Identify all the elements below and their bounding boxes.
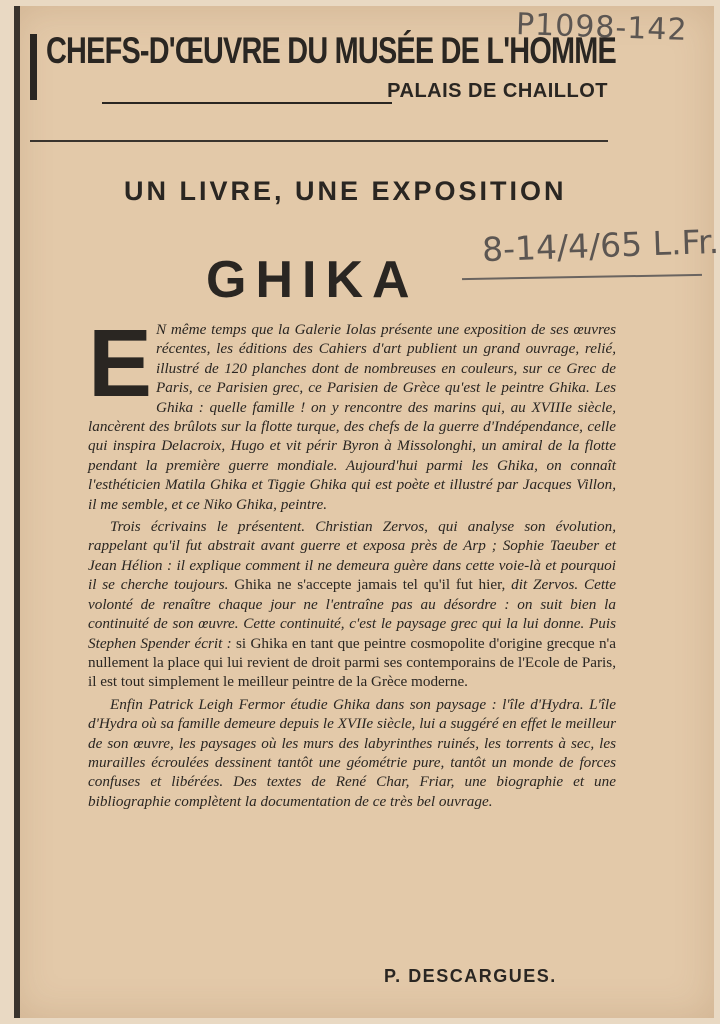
paragraph-2-text-c: dit Zervos. Cette volonté de renaître chaque jour ne l'entraîne pas au désordre : on suit bien la continuité de son œuvre. Cette continuité, c'est le paysage grec qui la lui donne. Puis Stephen Spender écrit : (88, 576, 617, 652)
handwritten-date-note: 8-14/4/65 L.Fr. (481, 221, 720, 270)
section-rule (30, 140, 608, 142)
paragraph-1-text: N même temps que la Galerie Iolas présente une exposition de ses œuvres récentes, les éditions des Cahiers d'art publient un grand ouvrage, relié, illustré de 120 planches dont de nombreuses en couleurs, sur ce Grec de Paris, ce Parisien grec, ce Parisien de Grèce qu'est le peintre Ghika. Les Ghika : quelle famille ! on y rencontre des marins qui, au XVIIIe siècle, lancèrent des brûlots sur la flotte turque, des chefs de la guerre d'Indépendance, celle qui inspira Delacroix, Hugo et vit périr Byron à Missolonghi, un amiral de la flotte pendant la première guerre mondiale. Aujourd'hui parmi les Ghika, on connaît l'esthéticien Matila Ghika et Tiggie Ghika qui est poète et illustré par Jacques Villon, il me semble, et ce Niko Ghika, peintre. (88, 321, 616, 513)
article-headline: UN LIVRE, UNE EXPOSITION (124, 176, 567, 206)
masthead-title: CHEFS-D'ŒUVRE DU MUSÉE DE L'HOMME (46, 30, 617, 71)
masthead-underline (102, 102, 392, 104)
paragraph-2-text-d: si Ghika en tant que peintre cosmopolite d'origine grecque n'a nullement la place qui lui revient de droit parmi ses contemporains de l'Ecole de Paris, il est tout simplement le meilleur peintre de la Grèce moderne. (88, 634, 617, 691)
author-signature: P. DESCARGUES. (384, 966, 557, 986)
paragraph-2-text-a: Trois écrivains le présentent. Christian Zervos, qui analyse son évolution, rappelant qu'il fut abstrait avant guerre et exposa près de Arp ; Sophie Taeuber et Jean Hélion : il explique comment il ne demeura guère dans cette voie-là et pourquoi il se cherche toujours. (88, 518, 616, 594)
drop-cap: E (88, 310, 153, 417)
article-body (88, 310, 617, 811)
article-paragraph-1 (88, 310, 616, 514)
masthead-subtitle: PALAIS DE CHAILLOT (387, 80, 608, 102)
masthead-bar (30, 34, 37, 100)
article-paragraph-2 (88, 517, 616, 692)
article-paragraph-3: Enfin Patrick Leigh Fermor étudie Ghika dans son paysage : l'île d'Hydra. L'île d'Hydra où sa famille demeure depuis le XVIIe siècle, lui a suggéré en effet le meilleur de son œuvre, les paysages où les murs des labyrinthes ruinés, les torrents à sec, les murailles écroulées dessinent tantôt une géométrie pure, tantôt un monde de forces confuses et libérées. Des textes de René Char, Friar, une biographie et une bibliographie complètent la documentation de ce très bel ouvrage. (88, 695, 616, 810)
article-title: GHIKA (206, 251, 419, 309)
handwritten-archive-ref: P1098-142 (515, 7, 689, 48)
paragraph-2-text-b: Ghika ne s'accepte jamais tel qu'il fut hier, (234, 576, 506, 594)
clipping-left-border (14, 6, 20, 1018)
